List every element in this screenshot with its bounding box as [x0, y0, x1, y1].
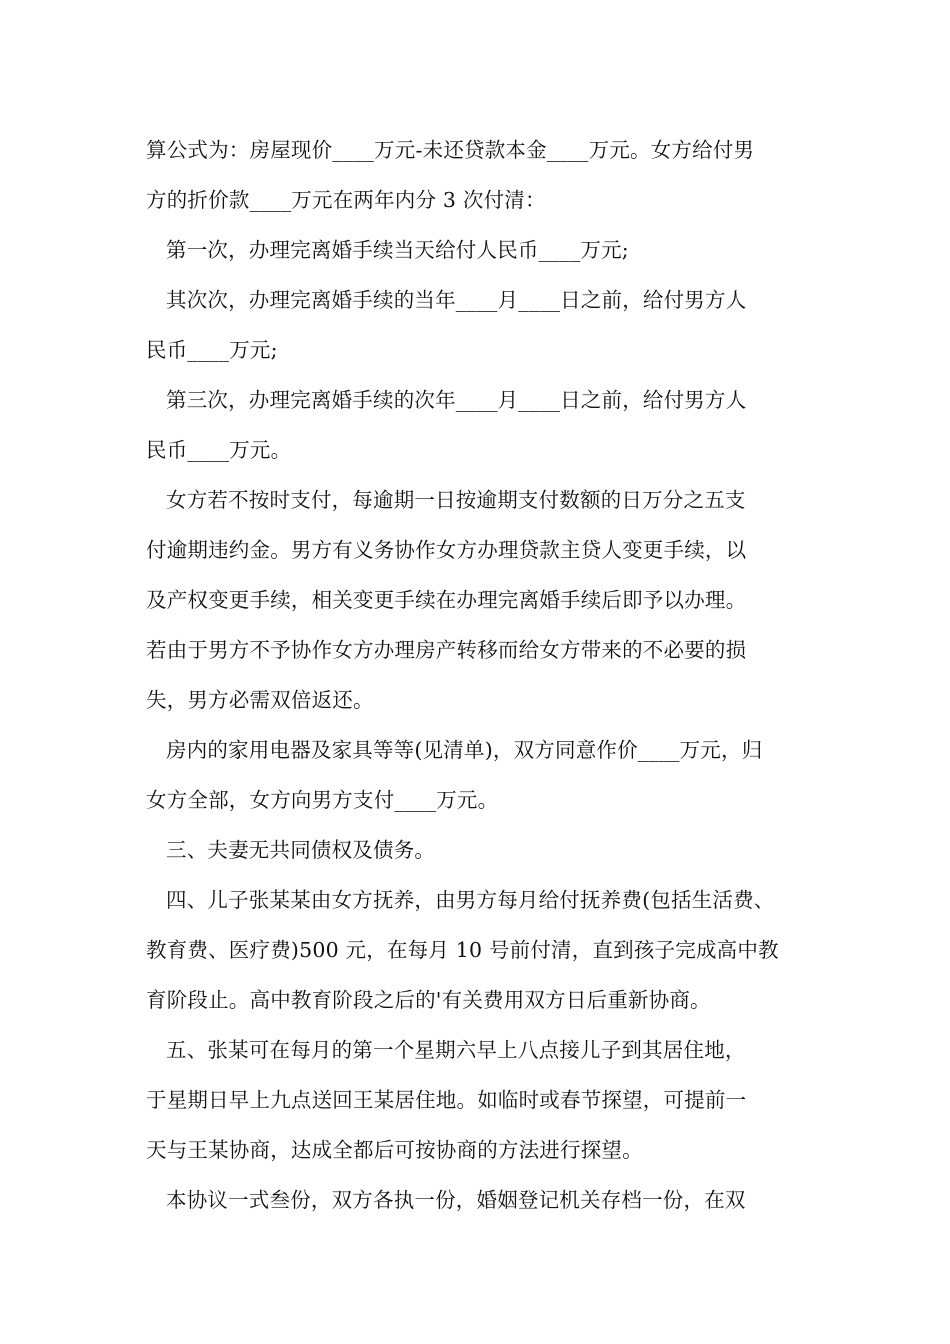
- text-line: 失，男方必需双倍返还。: [146, 688, 374, 712]
- text-line: 女方全部，女方向男方支付____万元。: [146, 788, 499, 812]
- text-line: 三、夫妻无共同债权及债务。: [166, 838, 436, 862]
- text-line: 本协议一式叁份，双方各执一份，婚姻登记机关存档一份，在双: [166, 1188, 746, 1212]
- text-line: 天与王某协商，达成全都后可按协商的方法进行探望。: [146, 1138, 643, 1162]
- text-line: 其次次，办理完离婚手续的当年____月____日之前，给付男方人: [166, 288, 747, 312]
- text-line: 教育费、医疗费)500 元，在每月 10 号前付清，直到孩子完成高中教: [146, 938, 779, 962]
- text-line: 算公式为：房屋现价____万元-未还贷款本金____万元。女方给付男: [146, 138, 755, 162]
- text-line: 付逾期违约金。男方有义务协作女方办理贷款主贷人变更手续，以: [146, 538, 747, 562]
- text-line: 第三次，办理完离婚手续的次年____月____日之前，给付男方人: [166, 388, 747, 412]
- text-line: 民币____万元。: [146, 438, 292, 462]
- text-line: 育阶段止。高中教育阶段之后的'有关费用双方日后重新协商。: [146, 988, 711, 1012]
- text-line: 五、张某可在每月的第一个星期六早上八点接儿子到其居住地，: [166, 1038, 746, 1062]
- text-line: 女方若不按时支付，每逾期一日按逾期支付数额的日万分之五支: [166, 488, 746, 512]
- text-line: 于星期日早上九点送回王某居住地。如临时或春节探望，可提前一: [146, 1088, 747, 1112]
- text-line: 方的折价款____万元在两年内分 3 次付清：: [146, 188, 546, 212]
- text-line: 及产权变更手续，相关变更手续在办理完离婚手续后即予以办理。: [146, 588, 747, 612]
- text-line: 民币____万元;: [146, 338, 278, 362]
- text-line: 若由于男方不予协作女方办理房产转移而给女方带来的不必要的损: [146, 638, 747, 662]
- text-line: 房内的家用电器及家具等等(见清单)，双方同意作价____万元，归: [166, 738, 763, 762]
- text-line: 第一次，办理完离婚手续当天给付人民币____万元;: [166, 238, 629, 262]
- text-line: 四、儿子张某某由女方抚养，由男方每月给付抚养费(包括生活费、: [166, 888, 775, 912]
